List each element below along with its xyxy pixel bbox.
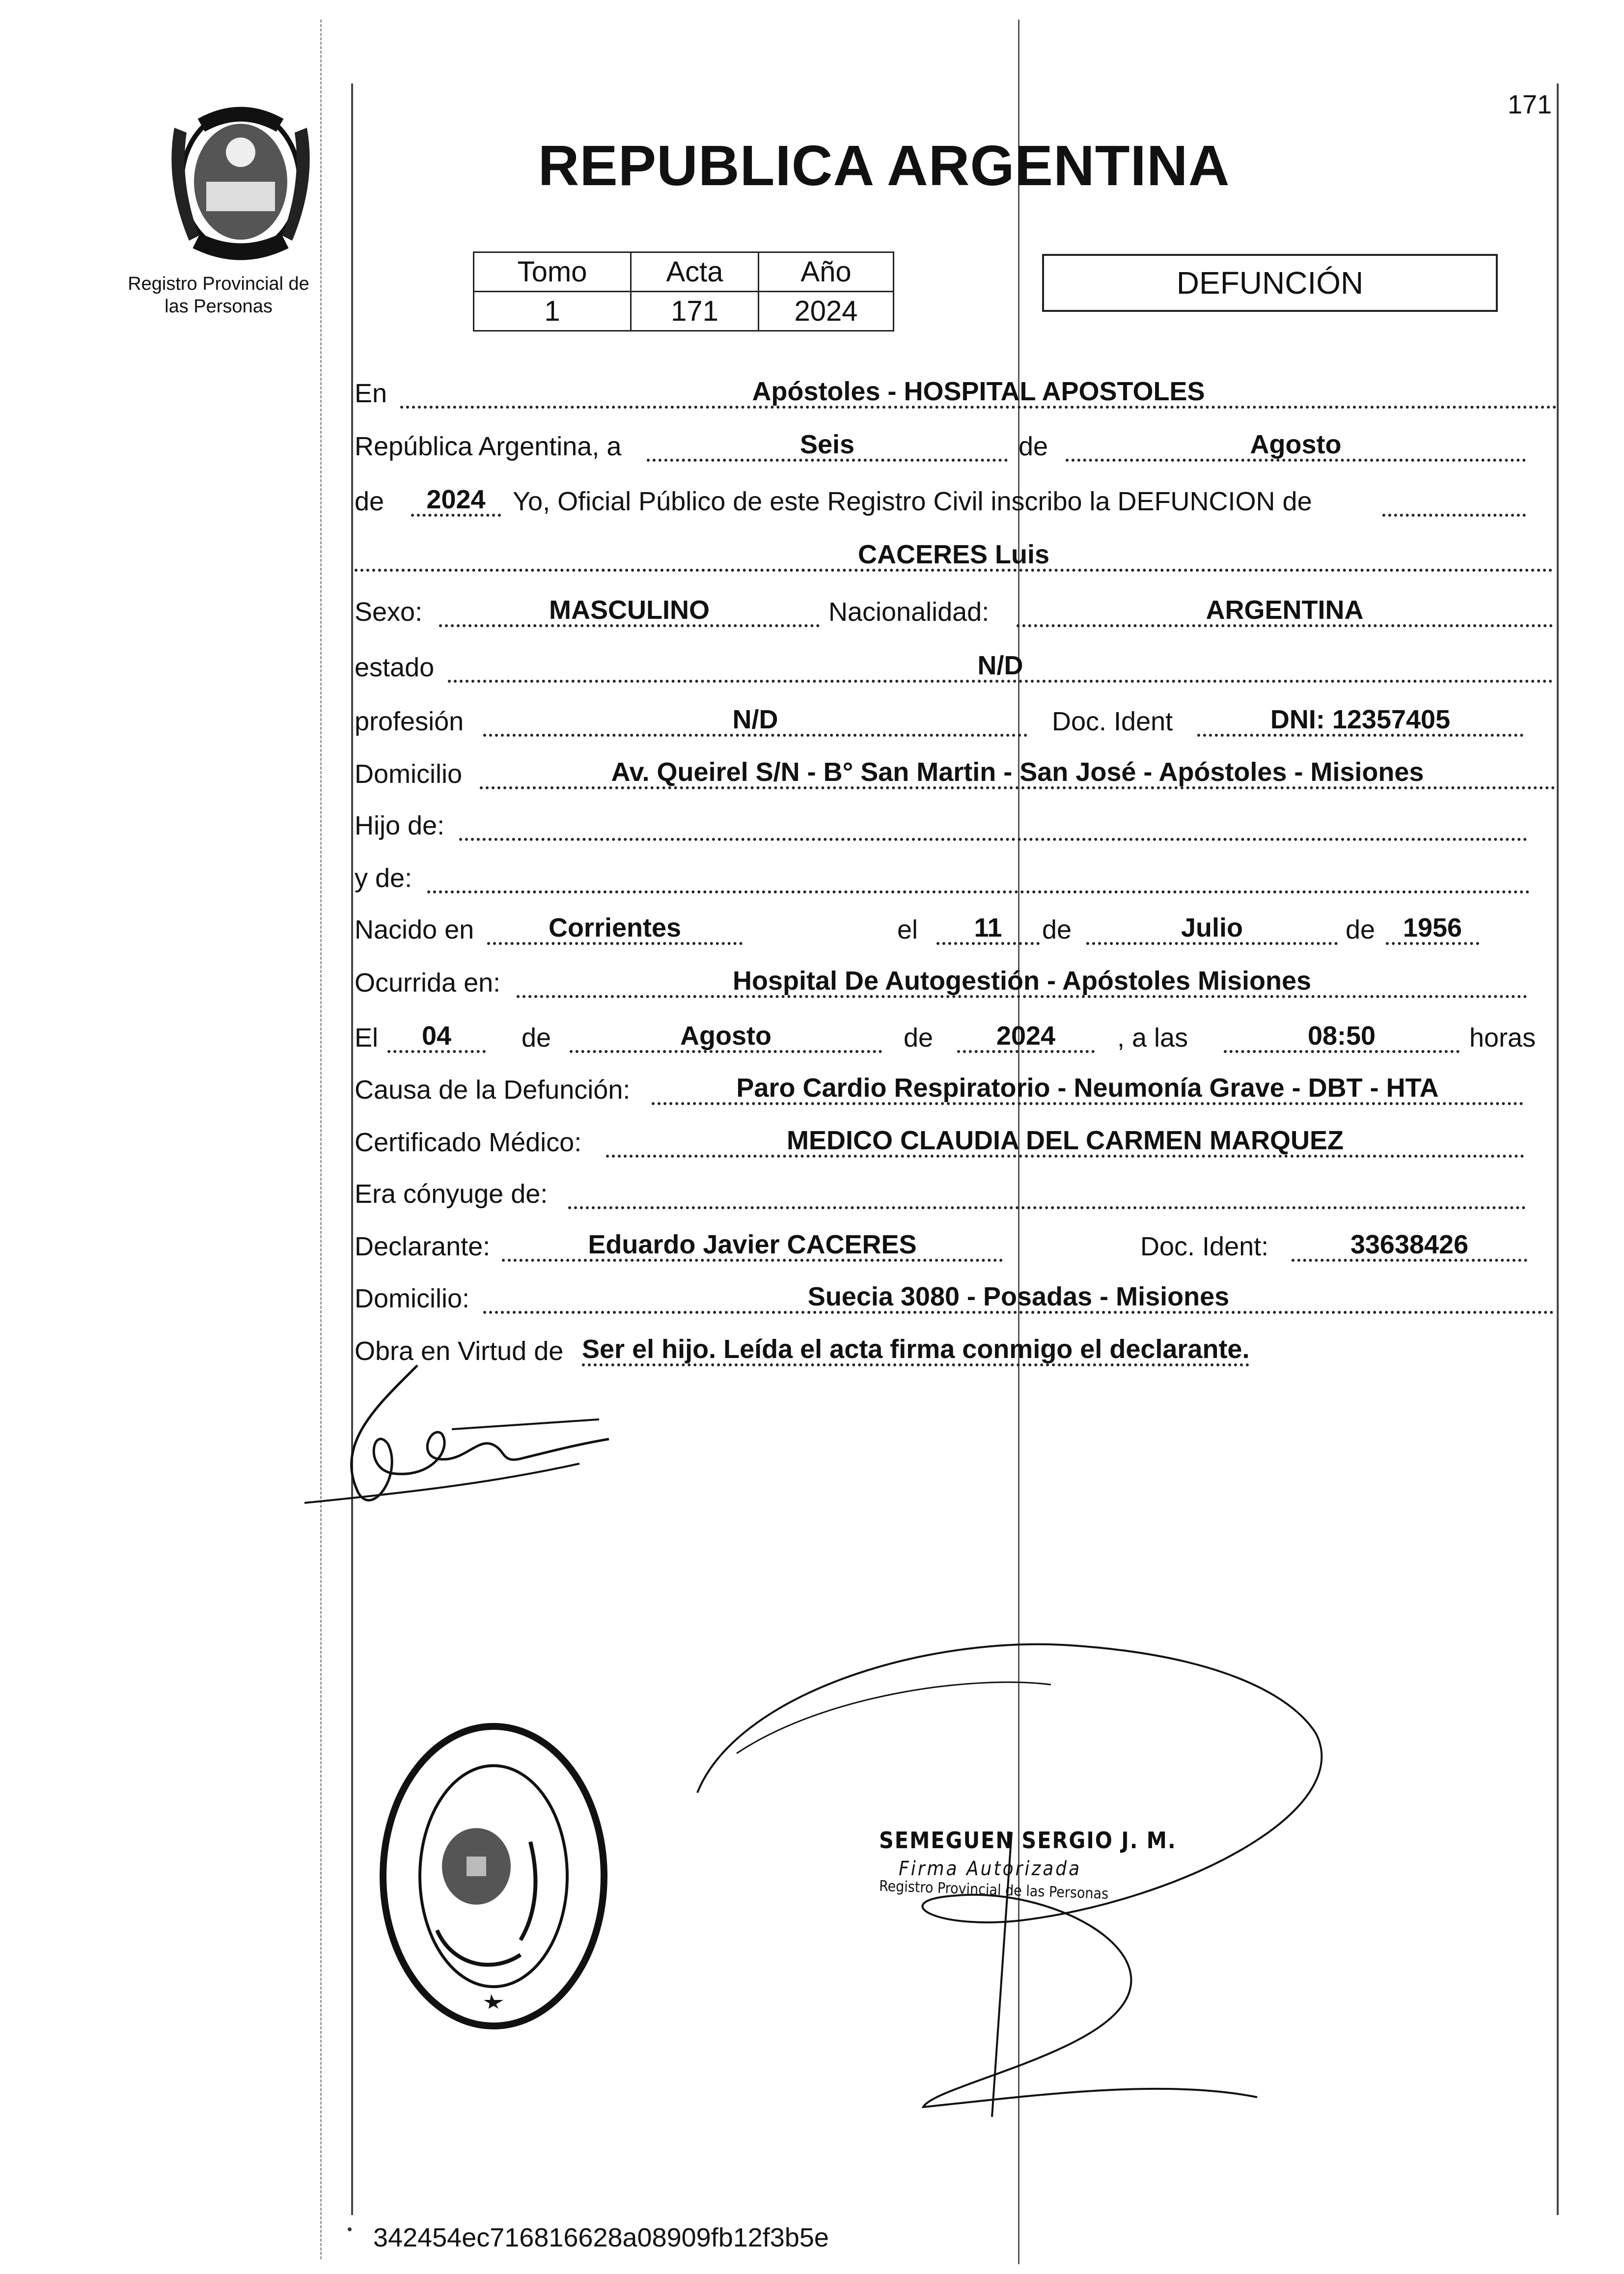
birth-de-label: de: [1042, 915, 1072, 944]
nacido-value: Corrientes: [487, 914, 743, 945]
death-de2-label: de: [904, 1023, 934, 1053]
year-value: 2024: [411, 486, 501, 517]
anio-value: 2024: [759, 292, 894, 331]
document-title: REPUBLICA ARGENTINA: [538, 134, 1230, 197]
sexo-label: Sexo:: [355, 597, 423, 627]
margin-line-left: [320, 20, 322, 2259]
el-label: el: [897, 915, 918, 944]
record-value-row: [474, 292, 894, 331]
declarante-value: Eduardo Javier CACERES: [502, 1231, 1003, 1262]
record-reference-table: [473, 251, 894, 332]
nacionalidad-label: Nacionalidad:: [828, 597, 990, 627]
certificado-value: MEDICO CLAUDIA DEL CARMEN MARQUEZ: [606, 1127, 1524, 1158]
tomo-value: 1: [474, 292, 631, 331]
republica-label: República Argentina, a: [355, 432, 622, 461]
doc-ident-label: Doc. Ident: [1052, 707, 1173, 736]
horas-label: horas: [1469, 1023, 1536, 1053]
birth-de2-label: de: [1346, 915, 1376, 944]
acta-header: Acta: [631, 252, 759, 292]
registry-seal: [378, 1719, 609, 2033]
de-label: de: [1018, 432, 1048, 461]
domicilio-label: Domicilio: [355, 759, 463, 789]
nacionalidad-value: ARGENTINA: [1017, 596, 1553, 627]
intro-text: Yo, Oficial Público de este Registro Civil inscribo la DEFUNCION de: [513, 487, 1312, 516]
declarante-label: Declarante:: [355, 1232, 491, 1261]
certificado-label: Certificado Médico:: [355, 1128, 582, 1157]
profesion-label: profesión: [355, 707, 464, 736]
birth-year-value: 1956: [1386, 914, 1479, 945]
conyuge-fill: [568, 1204, 1526, 1209]
de2-label: de: [355, 487, 385, 516]
hijo-label: Hijo de:: [355, 811, 445, 840]
official-name: SEMEGUEN SERGIO J. M.: [879, 1827, 1177, 1854]
anio-header: Año: [759, 252, 894, 292]
province-logo: [155, 98, 327, 265]
death-year-value: 2024: [957, 1022, 1095, 1053]
estado-label: estado: [355, 653, 435, 682]
official-organization: Registro Provincial de las Personas: [879, 1877, 1109, 1903]
ink-speck: [348, 2227, 352, 2231]
doc-ident-value: DNI: 12357405: [1197, 706, 1523, 737]
causa-label: Causa de la Defunción:: [355, 1075, 631, 1105]
birth-month-value: Julio: [1086, 914, 1338, 945]
y-de-label: y de:: [355, 863, 413, 893]
record-header-row: [474, 252, 894, 292]
birth-day-value: 11: [936, 914, 1040, 945]
acta-value: 171: [631, 292, 759, 331]
intro-fill: [1382, 512, 1526, 517]
decl-doc-label: Doc. Ident:: [1140, 1232, 1269, 1261]
en-label: En: [355, 379, 387, 408]
deceased-name-value: CACERES Luis: [355, 541, 1553, 572]
tomo-header: Tomo: [474, 252, 631, 292]
conyuge-label: Era cónyuge de:: [355, 1179, 548, 1209]
estado-value: N/D: [448, 652, 1553, 683]
ocurrida-label: Ocurrida en:: [355, 968, 501, 998]
nacido-label: Nacido en: [355, 915, 474, 944]
y-de-fill: [427, 888, 1530, 893]
causa-value: Paro Cardio Respiratorio - Neumonía Grave - DBT - HTA: [652, 1074, 1523, 1105]
death-de-label: de: [522, 1023, 551, 1053]
document-type-box: DEFUNCIÓN: [1042, 254, 1498, 312]
domicilio-value: Av. Queirel S/N - B° San Martin - San José - Apóstoles - Misiones: [480, 758, 1555, 789]
death-time-value: 08:50: [1224, 1022, 1459, 1053]
document-hash: 342454ec716816628a08909fb12f3b5e: [373, 2223, 829, 2252]
ocurrida-value: Hospital De Autogestión - Apóstoles Misiones: [517, 967, 1527, 998]
declarant-signature: [304, 1346, 658, 1552]
official-signature-stamp: [879, 1827, 1252, 1955]
place-value: Apóstoles - HOSPITAL APOSTOLES: [400, 378, 1557, 409]
profesion-value: N/D: [483, 706, 1027, 737]
death-day-value: 04: [387, 1022, 486, 1053]
day-word-value: Seis: [647, 431, 1008, 462]
frame-line-left: [351, 83, 353, 2215]
official-role: Firma Autorizada: [899, 1858, 1082, 1880]
registry-caption-line1: Registro Provincial de: [128, 274, 309, 294]
death-el-label: El: [355, 1023, 379, 1053]
registry-caption-line2: las Personas: [165, 296, 273, 317]
decl-domicilio-label: Domicilio:: [355, 1284, 470, 1313]
alas-label: , a las: [1117, 1023, 1188, 1053]
decl-doc-value: 33638426: [1292, 1231, 1527, 1262]
frame-line-right: [1557, 83, 1559, 2215]
sexo-value: MASCULINO: [439, 596, 820, 627]
obra-value: Ser el hijo. Leída el acta firma conmigo el declarante.: [582, 1335, 1249, 1366]
death-month-value: Agosto: [570, 1022, 882, 1053]
registry-caption: [113, 273, 324, 318]
month-word-value: Agosto: [1066, 431, 1526, 462]
hijo-fill: [459, 836, 1527, 841]
decl-domicilio-value: Suecia 3080 - Posadas - Misiones: [483, 1283, 1554, 1314]
obra-label: Obra en Virtud de: [355, 1336, 564, 1366]
page-number: 171: [1508, 90, 1552, 119]
